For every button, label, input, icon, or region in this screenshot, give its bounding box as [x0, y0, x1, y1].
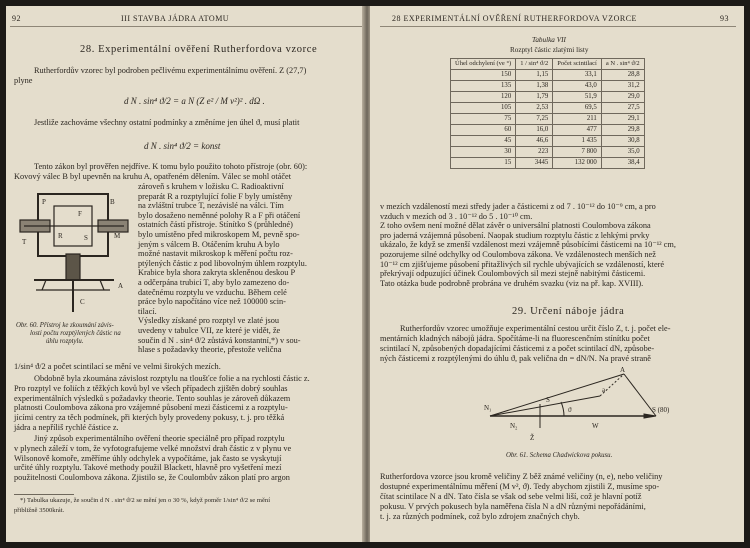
- table-cell: 211: [553, 114, 602, 125]
- table-cell: 120: [451, 92, 516, 103]
- paragraph-line: vzduch v mezích od 3 . 10⁻¹² do 5 . 10⁻¹⁰ cm.: [380, 211, 533, 221]
- paragraph-line: ukázalo, že když se zmenší vzdálenost mezi vzájemně působícími částicemi na 10⁻¹² cm,: [380, 240, 676, 250]
- table-cell: 132 000: [553, 158, 602, 169]
- paragraph-line: Pro rozptyl ve foliích z těžkých kovů byl ve všech případech zjištěn dobrý souhlas: [14, 383, 288, 393]
- page-number: 93: [720, 14, 729, 23]
- table-row: [451, 103, 645, 114]
- table-cell: 1,15: [516, 70, 553, 81]
- equation: d N . sin⁴ ϑ/2 = konst: [144, 141, 221, 151]
- table-header-cell: a N . sin⁴ ϑ/2: [601, 59, 644, 70]
- paragraph-line: jádra a nepříliš rychlé částice z.: [14, 423, 119, 432]
- paragraph-line: experimentálních výsledků s požadavky theorie. Tento souhlas je zároveň důkazem: [14, 393, 291, 403]
- figure-label: F: [78, 210, 82, 218]
- figure-label: C: [80, 298, 85, 306]
- header-rule: [10, 26, 364, 27]
- paragraph-line: bylo umístěno před mikroskopem M, pevně spo-: [138, 230, 300, 239]
- paragraph-line: bylo dosaženo neměnné polohy R a F při otáčení: [138, 210, 301, 220]
- table-cell: 35,0: [601, 147, 644, 158]
- chadwick-figure: [480, 366, 680, 448]
- paragraph-line: Jestliže zachováme všechny ostatní podmínky a změníme jen úhel ϑ, musí platit: [34, 118, 300, 127]
- paragraph-line: hlase s požadavky theorie, přestože velična: [138, 345, 282, 355]
- running-head: III STAVBA JÁDRA ATOMU: [121, 14, 230, 23]
- table-row: [451, 92, 645, 103]
- paragraph-line: ných částicemi z rozptýlenými do úhlu ϑ, pak velična dn = dN/N. Na pravé straně: [380, 354, 651, 363]
- paragraph-line: Kovový válec B byl upevněn na kruhu A, opatřeném dělením. Válec se mohl otáčet: [14, 172, 292, 181]
- table-row: [451, 158, 645, 169]
- left-page: [6, 6, 369, 542]
- paragraph-line: překrývají odpuzující účinek Coulombových sil mezi stejně nabitými částicemi.: [380, 269, 646, 279]
- table-row: [451, 70, 645, 81]
- paragraph-line: Wilsonově komoře, změříme úhly odchylek a vypočítáme, jak často se vyskytují: [14, 453, 282, 463]
- table-cell: 1,38: [516, 81, 553, 92]
- paragraph-line: datečnému rozptylu ve vzduchu. Během celé: [138, 287, 287, 297]
- paragraph-line: preparát R a rozptylující folie F byly umístěny: [138, 191, 293, 201]
- table-cell: 46,6: [516, 136, 553, 147]
- paragraph-line: plyne: [14, 76, 33, 85]
- table-cell: 3445: [516, 158, 553, 169]
- figure-caption: úhlu rozptylu.: [46, 338, 84, 345]
- paragraph-line: pro jaderná vzájemná působení. Naopak studium rozptylu částic z lehkými prvky: [380, 230, 650, 240]
- figure-label: R: [58, 232, 63, 240]
- table-title: Tabulka VII: [532, 36, 566, 44]
- paragraph-line: tilací.: [138, 306, 157, 316]
- figure-label: ϑ: [568, 406, 572, 414]
- table-cell: 7,25: [516, 114, 553, 125]
- paragraph-line: určité úhly rozptylu. Takové methody použil Blackett, hlavně pro vyšetření mezí: [14, 463, 282, 473]
- paragraph-line: Obdobně byla zkoumána závislost rozptylu na tloušťce folie a na rychlosti částic z.: [34, 374, 310, 383]
- table-cell: 7 800: [553, 147, 602, 158]
- figure-label: W: [592, 422, 599, 430]
- table-row: [451, 147, 645, 158]
- data-table: [450, 58, 645, 169]
- figure-label: Ž: [530, 434, 535, 442]
- figure-label: N₂: [510, 422, 518, 430]
- figure-caption: losti počtu rozptýlených částic na: [30, 330, 121, 337]
- figure-label: M: [114, 232, 121, 240]
- equation: d N . sin⁴ ϑ/2 = a N (Z e² / M v²)² . dΩ .: [124, 96, 265, 106]
- paragraph-line: Rutherfordova vzorce jsou kromě veličiny Z běž známé veličiny (n, e), nebo veličiny: [380, 472, 663, 481]
- paragraph-line: součin d N . sin⁴ ϑ/2 zůstává konstantní,*) v sou-: [138, 335, 301, 345]
- figure-label: S: [84, 234, 88, 242]
- table-cell: 69,5: [553, 103, 602, 114]
- header-rule: [380, 26, 736, 27]
- table-cell: 30: [451, 147, 516, 158]
- paragraph-line: Rutherfordův vzorec byl podroben pečlivému experimentálnímu ověření. Z (27,7): [34, 66, 307, 75]
- table-cell: 29,8: [601, 125, 644, 136]
- table-header-row: [451, 59, 645, 70]
- figure-label: T: [22, 238, 27, 246]
- paragraph-line: scintilací N, způsobených dopadajícími částicemi z a počet scintilací dN, způsobe-: [380, 344, 655, 353]
- table-cell: 31,2: [601, 81, 644, 92]
- figure-label: S (80): [652, 406, 670, 414]
- paragraph-line: pozorujeme silné odchylky od Coulombova zákona. Ve vzdálenostech menších než: [380, 250, 656, 259]
- figure-label: B: [110, 198, 115, 206]
- figure-label: a: [602, 386, 606, 394]
- table-row: [451, 114, 645, 125]
- table-cell: 2,53: [516, 103, 553, 114]
- table-cell: 16,0: [516, 125, 553, 136]
- paragraph-line: na zvláštní trubce T, nezávislé na válci. Tím: [138, 201, 284, 211]
- figure-label: S: [546, 396, 550, 404]
- paragraph-line: Krabice byla shora zakryta skleněnou deskou P: [138, 268, 296, 278]
- paragraph-line: a odčerpána trubicí T, aby bylo zamezeno do-: [138, 278, 290, 287]
- table-cell: 150: [451, 70, 516, 81]
- paragraph-line: Jiný způsob experimentálního ověření theorie speciálně pro případ rozptylu: [34, 434, 285, 443]
- table-header-cell: Počet scintilací: [553, 59, 602, 70]
- paragraph-line: v mezích vzdáleností mezi středy jader a částicemi z od 7 . 10⁻¹² do 10⁻⁹ cm, a pro: [380, 202, 656, 211]
- page-number: 92: [12, 14, 21, 23]
- paragraph-line: Tento zákon byl prověřen nejdříve. K tomu bylo použito tohoto přístroje (obr. 60):: [34, 162, 308, 171]
- paragraph-line: Z toho ovšem není možné dělat závěr o universální platnosti Coulombova zákona: [380, 221, 651, 231]
- paragraph-line: zároveň s kruhem v ložisku C. Radioaktivní: [138, 182, 284, 191]
- paragraph-line: ostatních částí přístroje. Stínítko S (průhledné): [138, 220, 293, 230]
- table-cell: 29,0: [601, 92, 644, 103]
- figure-label: P: [42, 198, 46, 206]
- table-cell: 51,9: [553, 92, 602, 103]
- table-cell: 45: [451, 136, 516, 147]
- paragraph-line: platnosti Coulombova zákona pro vzájemné působení mezi částicemi z a rozptylu-: [14, 403, 288, 413]
- table-cell: 38,4: [601, 158, 644, 169]
- paragraph-line: Výsledky získané pro rozptyl ve zlaté jsou: [138, 316, 280, 326]
- table-row: [451, 81, 645, 92]
- table-cell: 30,8: [601, 136, 644, 147]
- paragraph-line: jícími centry za těch podmínek, při kterých byly provedeny pokusy, t. j. pro těžká: [14, 413, 285, 423]
- section-title: 28. Experimentální ověření Rutherfordova vzorce: [80, 44, 318, 55]
- table-cell: 1 435: [553, 136, 602, 147]
- table-cell: 223: [516, 147, 553, 158]
- paragraph-line: Tato otázka bude podrobně probrána ve druhém svazku (viz na př. kap. XVIII).: [380, 278, 644, 288]
- table-cell: 28,8: [601, 70, 644, 81]
- table-cell: 105: [451, 103, 516, 114]
- paragraph-line: použitelnosti Coulombova zákona. Zjistilo se, že Coulombův zákon platí pro argon: [14, 473, 290, 483]
- paragraph-line: 10⁻¹² cm zjišťujeme působení přitažlivých sil rychle ubývajících se vzdáleností, které: [380, 259, 665, 269]
- figure-caption: Obr. 61. Schema Chadwickova pokusu.: [506, 452, 613, 459]
- paragraph-line: pokusu. V prvých pokusech byla naměřena čísla N a dN různými nepořádáními,: [380, 502, 646, 511]
- paragraph-line: mentárních kladných nábojů jádra. Spočítáme-li na fluorescenčním stínítku počet: [380, 334, 650, 343]
- table-body: [451, 70, 645, 169]
- table-cell: 33,1: [553, 70, 602, 81]
- paragraph-line: jeným s válcem B. Otáčením kruhu A bylo: [138, 239, 280, 249]
- paragraph-line: uvedeny v tabulce VII, ze které je vidět, že: [138, 326, 281, 335]
- table-row: [451, 136, 645, 147]
- paragraph-line: Rutherfordův vzorec umožňuje experimentální cestou určit číslo Z, t. j. počet ele-: [400, 324, 671, 333]
- right-page: [370, 6, 744, 542]
- paragraph-line: dostupné experimentálnímu měření (M v², ϑ). Tedy abychom zjistili Z, musíme spo-: [380, 482, 660, 491]
- table-cell: 135: [451, 81, 516, 92]
- table-cell: 29,1: [601, 114, 644, 125]
- table-cell: 15: [451, 158, 516, 169]
- table-cell: 60: [451, 125, 516, 136]
- table-row: [451, 125, 645, 136]
- paragraph-line: možné nastavit mikroskop k měření počtu roz-: [138, 249, 293, 259]
- running-head: 28 EXPERIMENTÁLNÍ OVĚŘENÍ RUTHERFORDOVA VZORCE: [392, 14, 637, 23]
- paragraph-line: práce bylo napočítáno více než 100000 scin-: [138, 297, 286, 307]
- table-cell: 43,0: [553, 81, 602, 92]
- table-header-cell: 1 / sin⁴ ϑ/2: [516, 59, 553, 70]
- footnote-rule: [14, 494, 74, 495]
- table-header-cell: Úhel odchylení (ve °): [451, 59, 516, 70]
- table-cell: 1,79: [516, 92, 553, 103]
- paragraph-line: čítat scintilace N a dN. Tato čísla se však od sebe velmi liší, což je hlavní potíž: [380, 492, 642, 501]
- figure-label: A: [118, 282, 124, 290]
- table-cell: 477: [553, 125, 602, 136]
- paragraph-line: t. j. za různých podmínek, což bylo zdrojem značných chyb.: [380, 512, 580, 521]
- table-cell: 75: [451, 114, 516, 125]
- section-title: 29. Určení náboje jádra: [512, 306, 625, 317]
- paragraph-line: ptýlených částic z pod libovolným úhlem rozptylu.: [138, 258, 307, 268]
- table-subtitle: Rozptyl částic zlatými listy: [510, 46, 589, 54]
- figure-label: N₁: [484, 404, 492, 412]
- table-cell: 27,5: [601, 103, 644, 114]
- paragraph-line: v plynech záleží v tom, že vyfotografujeme velké množství drah částic z v plynu ve: [14, 443, 292, 453]
- paragraph-line: 1/sin⁴ ϑ/2 a počet scintilací se mění ve velmi širokých mezích.: [14, 362, 221, 371]
- footnote: přibližně 3500krát.: [14, 507, 65, 514]
- figure-caption: Obr. 60. Přístroj ke zkoumání závis-: [16, 322, 114, 329]
- figure-label: A: [620, 366, 626, 374]
- apparatus-figure: [14, 186, 134, 314]
- footnote: *) Tabulka ukazuje, že součin d N . sin⁴ ϑ/2 se mění jen o 30 %, když poměr 1/sin⁴ ϑ/2 se mění: [20, 497, 271, 504]
